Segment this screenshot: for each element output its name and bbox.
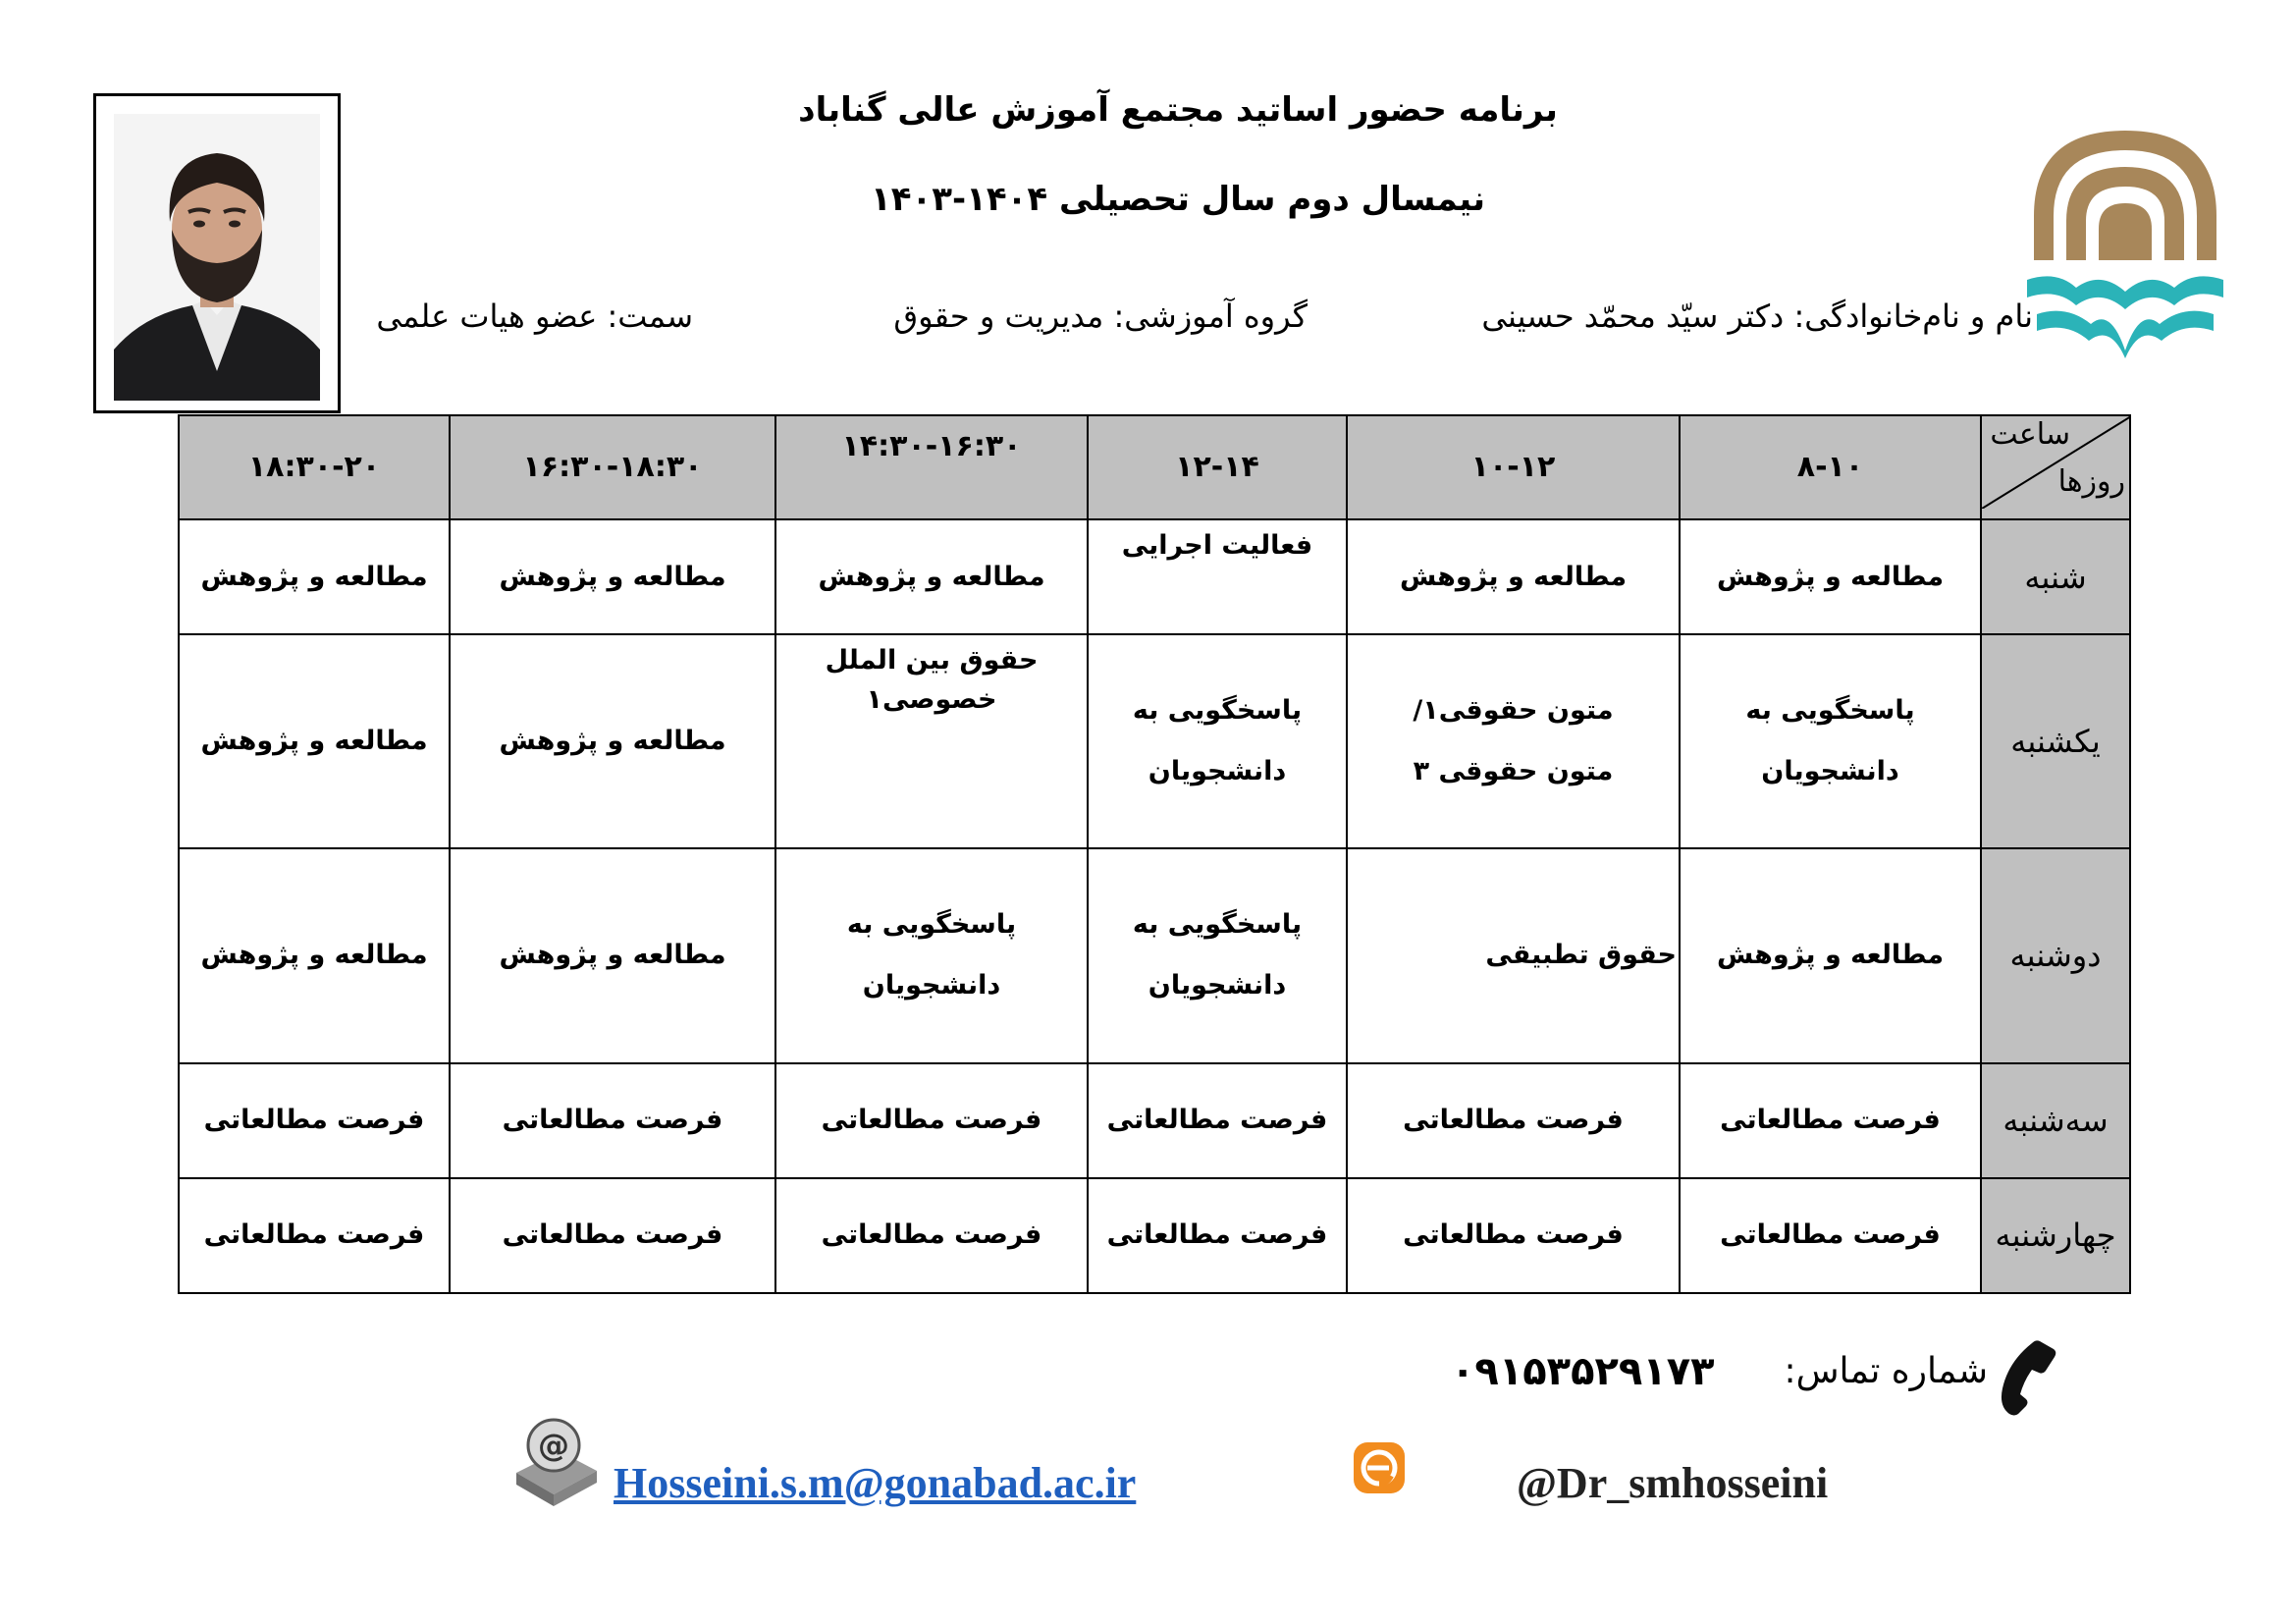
eitaa-icon[interactable] (1352, 1440, 1407, 1495)
position: سمت: عضو هیات علمی (376, 298, 693, 335)
cell-line: متون حقوقی ۳ (1413, 756, 1614, 787)
day-label: یکشنبه (1981, 634, 2130, 848)
day-label: دوشنبه (1981, 848, 2130, 1062)
professor-name: نام و نام‌خانوادگی: دکتر سیّد محمّد حسینی (1481, 298, 2033, 335)
schedule-cell: مطالعه و پژوهش (179, 848, 450, 1062)
profile-photo (93, 93, 341, 413)
messenger-handle[interactable]: @Dr_smhosseini (1517, 1459, 1829, 1507)
slot-header: ۱۸:۳۰-۲۰ (179, 415, 450, 519)
department: گروه آموزشی: مدیریت و حقوق (893, 298, 1308, 335)
day-label: سه‌شنبه (1981, 1063, 2130, 1178)
schedule-cell (1088, 634, 1347, 848)
cell-line: دانشجویان (1148, 970, 1287, 1001)
schedule-cell: فرصت مطالعاتی (1347, 1063, 1680, 1178)
schedule-cell: فرصت مطالعاتی (1088, 1063, 1347, 1178)
schedule-cell: مطالعه و پژوهش (1347, 519, 1680, 634)
cell-line: پاسخگویی به (1132, 695, 1303, 727)
schedule-cell: حقوق تطبیقی (1347, 848, 1680, 1062)
schedule-cell: فرصت مطالعاتی (179, 1063, 450, 1178)
phone-number: ۰۹۱۵۳۵۲۹۱۷۳ (1451, 1349, 1715, 1394)
corner-header (1981, 415, 2130, 519)
cell-line: دانشجویان (1148, 756, 1287, 787)
schedule-cell (1347, 634, 1680, 848)
schedule-cell: مطالعه و پژوهش (1680, 848, 1981, 1062)
schedule-cell (1088, 848, 1347, 1062)
day-label: چهارشنبه (1981, 1178, 2130, 1293)
table-row (179, 848, 2130, 1062)
slot-header: ۱۴:۳۰-۱۶:۳۰ (775, 415, 1088, 519)
phone-label: شماره تماس: (1784, 1351, 1988, 1391)
slot-header: ۱۲-۱۴ (1088, 415, 1347, 519)
corner-hour-label: ساعت (1990, 417, 2070, 452)
table-row (179, 634, 2130, 848)
schedule-cell: مطالعه و پژوهش (1680, 519, 1981, 634)
portrait-image (114, 114, 320, 401)
schedule-cell: فرصت مطالعاتی (450, 1063, 775, 1178)
university-logo (2022, 123, 2228, 358)
day-label: شنبه (1981, 519, 2130, 634)
schedule-cell: فرصت مطالعاتی (775, 1178, 1088, 1293)
table-row (179, 519, 2130, 634)
page-title: برنامه حضور اساتید مجتمع آموزش عالی گناباد (798, 90, 1558, 130)
schedule-cell: پاسخگویی به دانشجویان (775, 848, 1088, 1062)
cell-line: پاسخگویی به (1132, 909, 1303, 941)
schedule-cell: فرصت مطالعاتی (1680, 1178, 1981, 1293)
page-subtitle: نیمسال دوم سال تحصیلی ۱۴۰۴-۱۴۰۳ (871, 180, 1485, 219)
slot-header: ۱۶:۳۰-۱۸:۳۰ (450, 415, 775, 519)
schedule-cell: پاسخگویی به دانشجویان (1680, 634, 1981, 848)
schedule-table (178, 414, 2131, 1294)
schedule-cell: مطالعه و پژوهش (775, 519, 1088, 634)
schedule-cell: حقوق بین الملل خصوصی۱ (775, 634, 1088, 848)
schedule-cell: فعالیت اجرایی (1088, 519, 1347, 634)
table-header-row (179, 415, 2130, 519)
schedule-cell: مطالعه و پژوهش (179, 519, 450, 634)
schedule-cell: مطالعه و پژوهش (450, 634, 775, 848)
schedule-cell: فرصت مطالعاتی (1347, 1178, 1680, 1293)
schedule-cell: مطالعه و پژوهش (179, 634, 450, 848)
schedule-cell: فرصت مطالعاتی (775, 1063, 1088, 1178)
slot-header: ۱۰-۱۲ (1347, 415, 1680, 519)
schedule-cell: مطالعه و پژوهش (450, 519, 775, 634)
email-icon (510, 1414, 601, 1508)
schedule-cell: فرصت مطالعاتی (450, 1178, 775, 1293)
corner-days-label: روزها (2057, 464, 2125, 499)
schedule-cell: فرصت مطالعاتی (1088, 1178, 1347, 1293)
table-row (179, 1063, 2130, 1178)
slot-header: ۸-۱۰ (1680, 415, 1981, 519)
email-link[interactable]: Hosseini.s.m@gonabad.ac.ir (614, 1459, 1137, 1507)
schedule-cell: مطالعه و پژوهش (450, 848, 775, 1062)
cell-line: متون حقوقی۱/ (1413, 695, 1614, 727)
table-row (179, 1178, 2130, 1293)
svg-text:@: @ (538, 1427, 569, 1464)
phone-icon (1993, 1337, 2061, 1416)
schedule-cell: فرصت مطالعاتی (179, 1178, 450, 1293)
schedule-cell: فرصت مطالعاتی (1680, 1063, 1981, 1178)
